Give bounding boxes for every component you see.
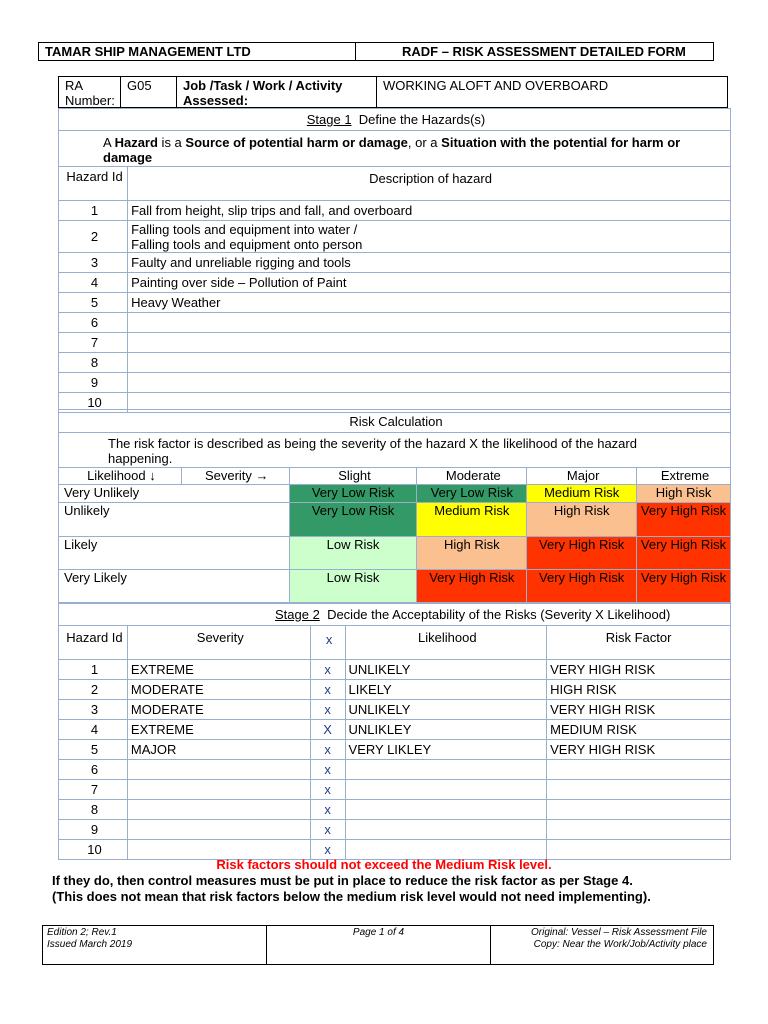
risk-factor-value: VERY HIGH RISK: [547, 700, 731, 720]
risk-cell: High Risk: [527, 503, 637, 537]
hazard-row: [59, 353, 731, 373]
severity-value: [127, 820, 310, 840]
risk-factor-value: HIGH RISK: [547, 680, 731, 700]
severity-major: Major: [527, 468, 637, 485]
stage1-title: Define the Hazards(s): [358, 112, 486, 127]
risk-cell: Very Low Risk: [289, 485, 417, 503]
hazard-id: 7: [59, 780, 128, 800]
stage1-label: Stage 1: [306, 112, 352, 127]
distribution-info: Original: Vessel – Risk Assessment File Copy: Near the Work/Job/Activity place: [531, 927, 707, 950]
likelihood-value: LIKELY: [345, 680, 547, 700]
likelihood-value: [345, 780, 547, 800]
risk-cell: Low Risk: [289, 570, 417, 603]
risk-cell: Low Risk: [289, 537, 417, 570]
severity-header: Severity →: [181, 468, 289, 485]
hazard-id: 10: [59, 393, 128, 413]
hazard-id: 8: [59, 353, 128, 373]
hazard-id: 1: [59, 201, 128, 221]
col-likelihood: Likelihood: [345, 626, 547, 660]
hazard-id: 9: [59, 373, 128, 393]
assessment-row: [59, 820, 731, 840]
col-risk-factor: Risk Factor: [547, 626, 731, 660]
page-footer: [42, 925, 714, 965]
hazard-id: 5: [59, 293, 128, 313]
hazard-id: 2: [59, 221, 128, 253]
hazard-description: Faulty and unreliable rigging and tools: [128, 253, 731, 273]
hazard-id: 6: [59, 760, 128, 780]
severity-moderate: Moderate: [417, 468, 527, 485]
likelihood-value: [345, 760, 547, 780]
hazard-id: 7: [59, 333, 128, 353]
job-label: Job /Task / Work / Activity Assessed:: [177, 77, 377, 107]
hazard-id: 2: [59, 680, 128, 700]
likelihood-row: [59, 570, 731, 603]
risk-factor-value: [547, 800, 731, 820]
hazard-id: 1: [59, 660, 128, 680]
hazard-row: [59, 293, 731, 313]
severity-value: [127, 780, 310, 800]
likelihood-header: Likelihood ↓: [59, 468, 182, 485]
stage1-hazard-table: [58, 108, 731, 413]
risk-factor-value: [547, 780, 731, 800]
hazard-id: 5: [59, 740, 128, 760]
hazard-id: 3: [59, 700, 128, 720]
multiply-sign: X: [310, 720, 345, 740]
hazard-id: 4: [59, 273, 128, 293]
severity-value: MODERATE: [127, 680, 310, 700]
hazard-description: [128, 353, 731, 373]
hazard-description: Falling tools and equipment into water / Falling tools and equipment onto person: [128, 221, 731, 253]
risk-cell: Very High Risk: [527, 570, 637, 603]
multiply-sign: x: [310, 800, 345, 820]
hazard-id: 4: [59, 720, 128, 740]
hazard-description: Heavy Weather: [128, 293, 731, 313]
severity-slight: Slight: [289, 468, 417, 485]
hazard-id: 3: [59, 253, 128, 273]
col-hazard-id: Hazard Id: [59, 167, 128, 201]
severity-value: [127, 760, 310, 780]
assessment-row: [59, 780, 731, 800]
hazard-description: [128, 373, 731, 393]
hazard-row: [59, 273, 731, 293]
ra-info-row: [58, 76, 728, 108]
assessment-row: [59, 760, 731, 780]
likelihood-row: [59, 485, 731, 503]
likelihood-row: [59, 537, 731, 570]
hazard-definition: A Hazard is a Source of potential harm or damage, or a Situation with the potential for harm or damage: [59, 131, 731, 167]
risk-cell: Very High Risk: [637, 537, 731, 570]
likelihood-label: Likely: [59, 537, 290, 570]
risk-cell: High Risk: [417, 537, 527, 570]
likelihood-row: [59, 503, 731, 537]
col-x: x: [310, 626, 345, 660]
multiply-sign: x: [310, 660, 345, 680]
multiply-sign: x: [310, 840, 345, 860]
hazard-id: 10: [59, 840, 128, 860]
risk-factor-value: VERY HIGH RISK: [547, 660, 731, 680]
risk-warning: Risk factors should not exceed the Medium Risk level.: [216, 857, 552, 872]
risk-cell: Very High Risk: [637, 503, 731, 537]
likelihood-label: Unlikely: [59, 503, 290, 537]
risk-cell: Very High Risk: [417, 570, 527, 603]
risk-cell: Very Low Risk: [417, 485, 527, 503]
severity-extreme: Extreme: [637, 468, 731, 485]
ra-number-label: RA Number:: [59, 77, 121, 107]
col-hazard-desc: Description of hazard: [128, 167, 731, 201]
risk-factor-value: [547, 820, 731, 840]
hazard-row: [59, 201, 731, 221]
page-number: Page 1 of 4: [267, 926, 491, 964]
assessment-row: [59, 800, 731, 820]
risk-cell: Medium Risk: [527, 485, 637, 503]
risk-cell: Very High Risk: [637, 570, 731, 603]
control-measures-note: If they do, then control measures must be put in place to reduce the risk factor as per Stage 4. (This does not mean that risk factors below the medium risk level would not need implementing).: [52, 873, 651, 904]
multiply-sign: x: [310, 760, 345, 780]
likelihood-value: [345, 820, 547, 840]
risk-cell: Very High Risk: [527, 537, 637, 570]
assessment-row: [59, 740, 731, 760]
multiply-sign: x: [310, 680, 345, 700]
hazard-row: [59, 373, 731, 393]
risk-calculation-matrix: [58, 409, 731, 603]
riskcalc-description: The risk factor is described as being the severity of the hazard X the likelihood of the hazard happening.: [59, 433, 731, 468]
likelihood-label: Very Unlikely: [59, 485, 290, 503]
col-severity: Severity: [127, 626, 310, 660]
multiply-sign: x: [310, 780, 345, 800]
hazard-description: Fall from height, slip trips and fall, and overboard: [128, 201, 731, 221]
severity-value: EXTREME: [127, 660, 310, 680]
multiply-sign: x: [310, 700, 345, 720]
severity-value: EXTREME: [127, 720, 310, 740]
stage2-label: Stage 2: [275, 607, 320, 622]
severity-value: MODERATE: [127, 700, 310, 720]
hazard-description: Painting over side – Pollution of Paint: [128, 273, 731, 293]
stage1-header: [59, 109, 731, 131]
likelihood-value: UNLIKLEY: [345, 720, 547, 740]
risk-factor-value: MEDIUM RISK: [547, 720, 731, 740]
likelihood-value: UNLIKELY: [345, 660, 547, 680]
hazard-row: [59, 221, 731, 253]
risk-factor-value: VERY HIGH RISK: [547, 740, 731, 760]
likelihood-label: Very Likely: [59, 570, 290, 603]
hazard-description: [128, 333, 731, 353]
severity-value: [127, 800, 310, 820]
hazard-id: 6: [59, 313, 128, 333]
form-title: RADF – RISK ASSESSMENT DETAILED FORM: [402, 44, 686, 59]
assessment-row: [59, 680, 731, 700]
job-value: WORKING ALOFT AND OVERBOARD: [383, 78, 609, 93]
severity-value: MAJOR: [127, 740, 310, 760]
hazard-row: [59, 253, 731, 273]
hazard-row: [59, 313, 731, 333]
likelihood-value: UNLIKELY: [345, 700, 547, 720]
risk-cell: Medium Risk: [417, 503, 527, 537]
riskcalc-title: Risk Calculation: [59, 410, 731, 433]
hazard-id: 8: [59, 800, 128, 820]
form-header: [38, 42, 714, 61]
hazard-description: [128, 313, 731, 333]
likelihood-value: [345, 800, 547, 820]
company-name: TAMAR SHIP MANAGEMENT LTD: [39, 43, 356, 60]
risk-cell: Very Low Risk: [289, 503, 417, 537]
multiply-sign: x: [310, 820, 345, 840]
ra-number-value: G05: [121, 77, 177, 107]
risk-factor-value: [547, 760, 731, 780]
stage2-risk-table: [58, 603, 731, 860]
edition-info: Edition 2; Rev.1 Issued March 2019: [43, 926, 267, 964]
hazard-row: [59, 333, 731, 353]
hazard-id: 9: [59, 820, 128, 840]
assessment-row: [59, 700, 731, 720]
assessment-row: [59, 660, 731, 680]
risk-cell: High Risk: [637, 485, 731, 503]
stage2-header: [59, 604, 731, 626]
col-hazard-id: Hazard Id: [59, 626, 128, 660]
multiply-sign: x: [310, 740, 345, 760]
stage2-title: Decide the Acceptability of the Risks (Severity X Likelihood): [327, 607, 671, 622]
likelihood-value: VERY LIKLEY: [345, 740, 547, 760]
assessment-row: [59, 720, 731, 740]
